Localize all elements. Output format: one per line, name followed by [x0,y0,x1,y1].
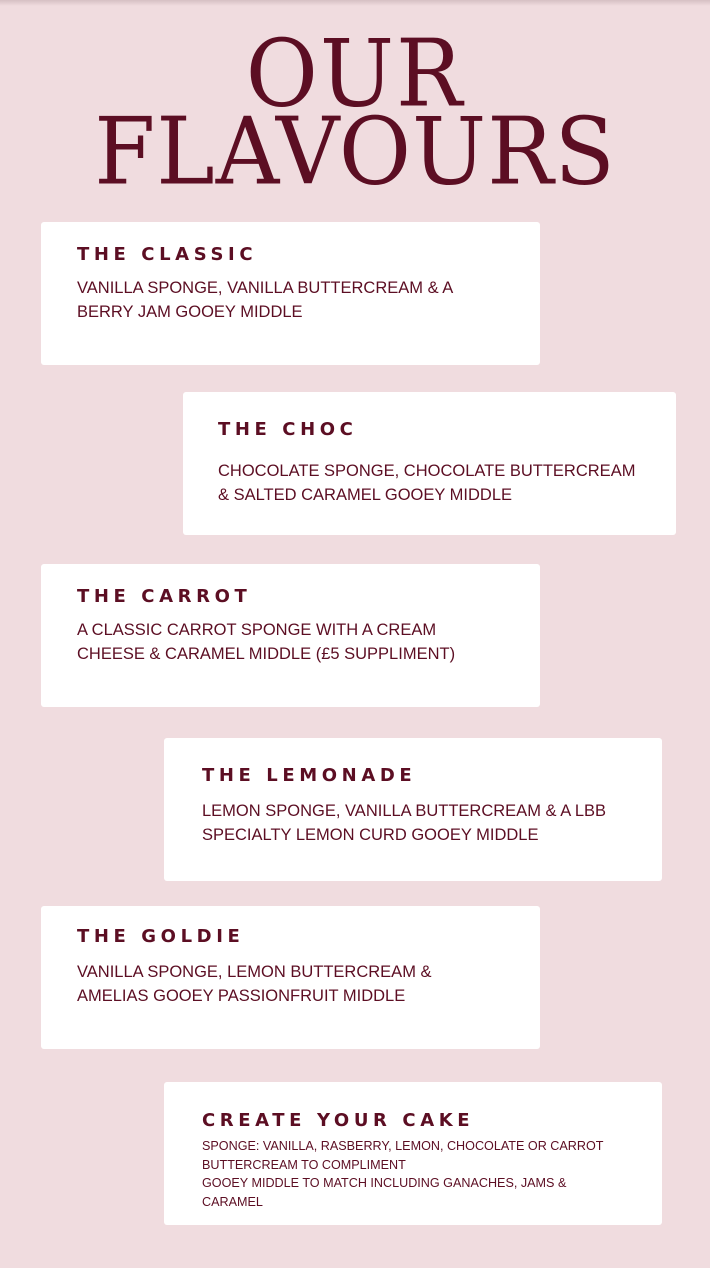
flavour-description [218,459,635,507]
description-line: BUTTERCREAM TO COMPLIMENT [202,1157,406,1172]
flavour-card-classic [41,222,540,365]
description-line: GOOEY MIDDLE TO MATCH INCLUDING GANACHES, JAMS & [202,1176,567,1191]
description-line: CHOCOLATE SPONGE, CHOCOLATE BUTTERCREAM [218,462,636,480]
flavour-description [77,618,455,666]
flavour-description [77,960,432,1008]
flavour-card-choc [183,392,676,535]
flavour-title: THE CLASSIC [77,244,258,265]
description-line: SPECIALTY LEMON CURD GOOEY MIDDLE [202,826,539,844]
flavour-title: CREATE YOUR CAKE [202,1110,475,1131]
flavour-description [77,276,453,324]
description-line: & SALTED CARAMEL GOOEY MIDDLE [218,486,513,504]
description-line: AMELIAS GOOEY PASSIONFRUIT MIDDLE [77,987,406,1005]
page-title-line-1: OUR [245,19,465,128]
flavour-description [202,1137,603,1212]
flavour-card-carrot [41,564,540,707]
flavour-card-goldie [41,906,540,1049]
page-title-line-2: FLAVOURS [94,97,616,206]
description-line: VANILLA SPONGE, LEMON BUTTERCREAM & [77,963,432,981]
flavour-card-lemonade [164,738,662,881]
top-shadow [0,0,710,6]
description-line: SPONGE: VANILLA, RASBERRY, LEMON, CHOCOLATE OR CARROT [202,1139,604,1153]
description-line: A CLASSIC CARROT SPONGE WITH A CREAM [77,621,437,639]
description-line: VANILLA SPONGE, VANILLA BUTTERCREAM & A [77,279,454,297]
flavour-title: THE GOLDIE [77,926,245,947]
flavour-description [202,799,606,847]
flavour-card-create-your-cake [164,1082,662,1225]
flavour-title: THE LEMONADE [202,765,417,786]
description-line: CHEESE & CARAMEL MIDDLE (£5 SUPPLIMENT) [77,645,456,663]
description-line: BERRY JAM GOOEY MIDDLE [77,303,303,321]
flavour-title: THE CHOC [218,419,358,440]
description-line: CARAMEL [202,1195,263,1210]
flavour-title: THE CARROT [77,586,252,607]
description-line: LEMON SPONGE, VANILLA BUTTERCREAM & A LBB [202,802,607,820]
